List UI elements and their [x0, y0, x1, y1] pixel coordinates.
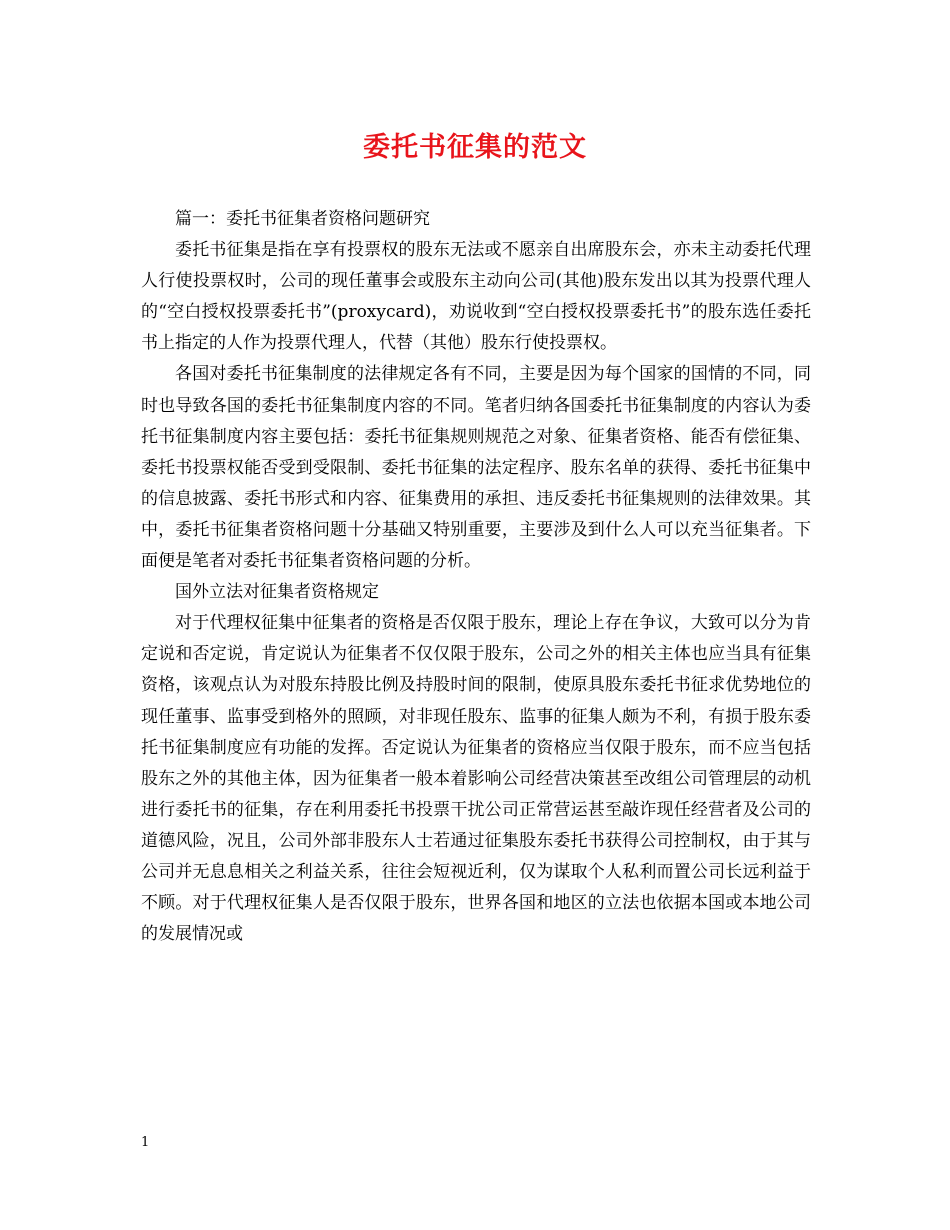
paragraph: 对于代理权征集中征集者的资格是否仅限于股东，理论上存在争议，大致可以分为肯定说和否定说，肯定说认为征集者不仅仅限于股东，公司之外的相关主体也应当具有征集资格，该观点认为对股东持股比例及持股时间的限制，使原具股东委托书征求优势地位的现任董事、监事受到格外的照顾，对非现任股东、监事的征集人颇为不利，有损于股东委托书征集制度应有功能的发挥。否定说认为征集者的资格应当仅限于股东，而不应当包括股东之外的其他主体，因为征集者一般本着影响公司经营决策甚至改组公司管理层的动机进行委托书的征集，存在利用委托书投票干扰公司正常营运甚至敲诈现任经营者及公司的道德风险，况且，公司外部非股东人士若通过征集股东委托书获得公司控制权，由于其与公司并无息息相关之利益关系，往往会短视近利，仅为谋取个人私利而置公司长远利益于不顾。对于代理权征集人是否仅限于股东，世界各国和地区的立法也依据本国或本地公司的发展情况或 [141, 613, 811, 945]
page-number: 1 [141, 1135, 150, 1150]
document-title: 委托书征集的范文 [363, 132, 587, 163]
paragraph-section-heading: 篇一：委托书征集者资格问题研究 [175, 209, 430, 229]
document-body [141, 204, 811, 950]
paragraph-subheading: 国外立法对征集者资格规定 [175, 582, 379, 603]
paragraph: 委托书征集是指在享有投票权的股东无法或不愿亲自出席股东会，亦未主动委托代理人行使投票权时，公司的现任董事会或股东主动向公司(其他)股东发出以其为投票代理人的“空白授权投票委托书”(proxycard)，劝说收到“空白授权投票委托书”的股东选任委托书上指定的人作为投票代理人，代替（其他）股东行使投票权。 [141, 240, 811, 354]
paragraph: 各国对委托书征集制度的法律规定各有不同，主要是因为每个国家的国情的不同，同时也导致各国的委托书征集制度内容的不同。笔者归纳各国委托书征集制度的内容认为委托书征集制度内容主要包括：委托书征集规则规范之对象、征集者资格、能否有偿征集、委托书投票权能否受到受限制、委托书征集的法定程序、股东名单的获得、委托书征集中的信息披露、委托书形式和内容、征集费用的承担、违反委托书征集规则的法律效果。其中，委托书征集者资格问题十分基础又特别重要，主要涉及到什么人可以充当征集者。下面便是笔者对委托书征集者资格问题的分析。 [141, 364, 811, 572]
